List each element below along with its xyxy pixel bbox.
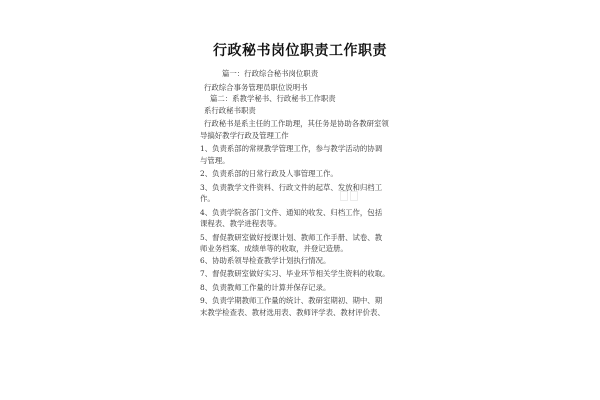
list-item: 8、负责教师工作量的计算并保存记录。 xyxy=(200,282,331,292)
paragraph-line: 行政秘书是系主任的工作助理，其任务是协助各教研室领 xyxy=(204,119,389,128)
list-item: 9、负责学期教师工作量的统计、教研室期初、期中、期 xyxy=(200,296,383,305)
list-item: 3、负责教学文件资料、行政文件的起草、发放和归档工 xyxy=(200,182,383,192)
list-item: 7、督促教研室做好实习、毕业环节相关学生资料的收取。 xyxy=(200,269,390,278)
document-title: 行政秘书岗位职责工作职责 xyxy=(213,43,387,59)
list-item: 1、负责系部的常规教学管理工作，参与教学活动的协调 xyxy=(200,144,383,153)
paragraph-line: 系行政秘书职责 xyxy=(204,105,256,115)
section-heading-2: 篇二：系教学秘书、行政秘书工作职责 xyxy=(210,94,336,103)
list-item: 6、协助系领导检查教学计划执行情况。 xyxy=(200,255,331,265)
list-item: 5、督促教研室做好授课计划、教师工作手册、试卷、教 xyxy=(200,232,383,242)
paragraph-line: 行政综合事务管理员职位说明书 xyxy=(204,82,308,92)
document-body xyxy=(200,68,410,318)
list-item: 2、负责系部的日常行政及人事管理工作。 xyxy=(200,169,338,178)
list-item-continued: 课程表、教学进程表等。 xyxy=(200,219,282,228)
list-item-continued: 师业务档案、成绩单等的收取，并登记造册。 xyxy=(200,244,348,253)
paragraph-line: 导搞好教学行政及管理工作 xyxy=(200,130,289,140)
list-item-continued: 作。 xyxy=(200,194,215,203)
list-item-continued: 与管理。 xyxy=(200,155,230,165)
section-heading-1: 篇一：行政综合秘书岗位职责 xyxy=(222,69,319,78)
list-item-continued: 末教学检查表、教材选用表、教师评学表、教材评价表、 xyxy=(200,307,385,317)
list-item: 4、负责学院各部门文件、通知的收发、归档工作，包括 xyxy=(200,207,383,217)
watermark-mark-icon xyxy=(340,191,358,201)
